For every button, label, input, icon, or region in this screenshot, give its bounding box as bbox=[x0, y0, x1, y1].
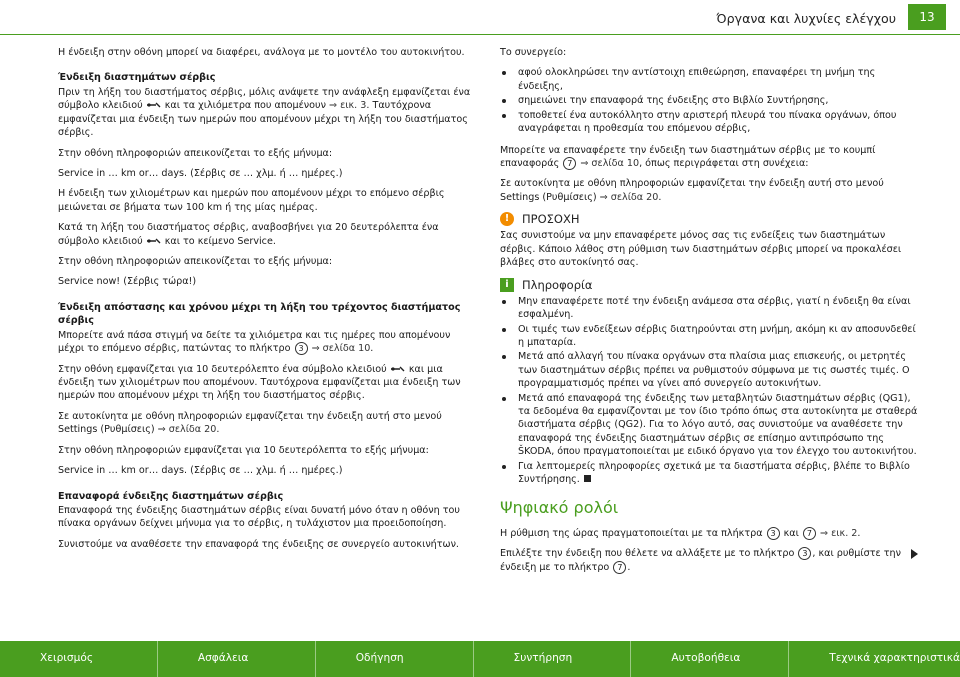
warning-heading bbox=[500, 211, 918, 227]
paragraph: Επαναφορά της ένδειξης διαστημάτων σέρβις είναι δυνατή μόνο όταν η οθόνη του πίνακα οργάνων δείχνει μήνυμα για το σέρβις, η τυλάχιστον μια προειδοποίηση. bbox=[58, 504, 460, 530]
footer-tab-operation[interactable]: Χειρισμός bbox=[40, 652, 94, 664]
page-link[interactable]: ⇒ σελίδα 20 bbox=[599, 191, 659, 203]
footer-tab-driving[interactable]: Οδήγηση bbox=[315, 641, 473, 677]
button-number-badge: 3 bbox=[295, 342, 308, 355]
warning-text: Σας συνιστούμε να μην επαναφέρετε μόνος σας τις ενδείξεις των διαστημάτων σέρβις. Κάποιο λάθος στη ρύθμιση των διαστημάτων σέρβις μπορεί να προκαλέσει βλάβες στο αυτοκίνητό σας. bbox=[500, 230, 902, 269]
footer-tab-self-help[interactable]: Αυτοβοήθεια bbox=[630, 641, 788, 677]
paragraph: Στην οθόνη εμφανίζεται για 10 δευτερόλεπτο ένα σύμβολο κλειδιού και μια ένδειξη των χιλιομέτρων που απομένουν. Ταυτόχρονα εμφανίζεται μια ένδειξη των ημερών που απομένουν μέχρι τη λήξη του διαστήματος σέρβις. bbox=[58, 363, 461, 402]
info-heading bbox=[500, 277, 918, 293]
paragraph: Η ένδειξη των χιλιομέτρων και ημερών που απομένουν μέχρι το επόμενο σέρβις μειώνεται σε βήματα των 100 km ή της μίας ημέρας. bbox=[58, 188, 445, 213]
list-item: αφού ολοκληρώσει την αντίστοιχη επιθεώρηση, επαναφέρει τη μνήμη της ένδειξης, bbox=[500, 66, 918, 93]
page-link[interactable]: ⇒ σελίδα 20 bbox=[157, 424, 217, 436]
page-link[interactable]: ⇒ σελίδα 10 bbox=[311, 343, 371, 355]
list-item: Μετά από αλλαγή του πίνακα οργάνων στα πλαίσια μιας επισκευής, οι μετρητές των διαστημάτων σέρβις πρέπει να ρυθμιστούν σύμφωνα με τις σωστές τιμές. Ο προγραμματισμός πρέπει να γίνει από συνεργείο αυτοκινήτων. bbox=[500, 350, 918, 390]
list-item: Για λεπτομερείς πληροφορίες σχετικά με τα διαστήματα σέρβις, βλέπε το Βιβλίο Συντήρησης. bbox=[500, 460, 918, 487]
button-number-badge: 3 bbox=[798, 547, 811, 560]
list-item: Μετά από επαναφορά της ένδειξης των μεταβλητών διαστημάτων σέρβις (QG1), τα δεδομένα θα εμφανίζονται με τον ίδιο τρόπο όπως στα αυτοκίνητα με σταθερά διαστήματα σέρβις (QG2). Για το λόγο αυτό, σας συνιστούμε να αναθέσετε την επαναφορά της ένδειξης διαστημάτων σέρβις σε επίσημο αντιπρόσωπο της ŠKODA, όπου πραγματοποιείται με ειδικό όργανο για τον έλεγχο του αυτοκινήτου. bbox=[500, 392, 918, 459]
page-number: 13 bbox=[908, 4, 946, 30]
end-of-section-mark bbox=[584, 475, 591, 482]
list-item: σημειώνει την επαναφορά της ένδειξης στο Βιβλίο Συντήρησης, bbox=[500, 94, 918, 107]
paragraph: Στην οθόνη πληροφοριών απεικονίζεται το εξής μήνυμα: bbox=[58, 147, 333, 159]
garage-steps-list bbox=[500, 66, 918, 135]
paragraph: Συνιστούμε να αναθέσετε την επαναφορά της ένδειξης σε συνεργείο αυτοκινήτων. bbox=[58, 538, 459, 550]
paragraph: Κατά τη λήξη του διαστήματος σέρβις, αναβοσβήνει για 20 δευτερόλεπτα ένα σύμβολο κλειδιού και το κείμενο Service. bbox=[58, 222, 439, 247]
warning-icon: ! bbox=[500, 212, 514, 226]
section-heading-reset: Επαναφορά ένδειξης διαστημάτων σέρβις bbox=[58, 490, 284, 502]
list-item: Μην επαναφέρετε ποτέ την ένδειξη ανάμεσα στα σέρβις, γιατί η ένδειξη θα είναι εσφαλμένη. bbox=[500, 295, 918, 322]
button-number-badge: 7 bbox=[613, 561, 626, 574]
continue-arrow-icon bbox=[911, 549, 918, 559]
paragraph: Μπορείτε ανά πάσα στιγμή να δείτε τα χιλιόμετρα και τις ημέρες που απομένουν μέχρι το επόμενο σέρβις, πατώντας το πλήκτρο 3 ⇒ σελίδα 10. bbox=[58, 329, 451, 355]
paragraph: Σε αυτοκίνητα με οθόνη πληροφοριών εμφανίζεται την ένδειξη αυτή στο μενού Settings (Ρυθμίσεις) ⇒ σελίδα 20. bbox=[58, 410, 442, 436]
display-message: Service now! (Σέρβις τώρα!) bbox=[58, 276, 197, 288]
section-title-digital-clock: Ψηφιακό ρολόι bbox=[500, 497, 619, 517]
section-heading-distance-time: Ένδειξη απόστασης και χρόνου μέχρι τη λήξη του τρέχοντος διαστήματος σέρβις bbox=[58, 301, 461, 327]
paragraph: Σε αυτοκίνητα με οθόνη πληροφοριών εμφανίζεται την ένδειξη αυτή στο μενού Settings (Ρυθμίσεις) ⇒ σελίδα 20. bbox=[500, 178, 884, 203]
chapter-title: Όργανα και λυχνίες ελέγχου bbox=[716, 11, 896, 26]
display-message: Service in … km or… days. (Σέρβις σε … χλμ. ή … ημέρες.) bbox=[58, 167, 343, 179]
figure-link[interactable]: ⇒ εικ. 2 bbox=[820, 527, 858, 539]
button-number-badge: 3 bbox=[767, 527, 780, 540]
info-title: Πληροφορία bbox=[522, 277, 593, 292]
paragraph: Το συνεργείο: bbox=[500, 47, 567, 58]
figure-link[interactable]: ⇒ εικ. 3 bbox=[329, 100, 367, 112]
paragraph: Επιλέξτε την ένδειξη που θέλετε να αλλάξετε με το πλήκτρο 3 , και ρυθμίστε την ένδειξη με το πλήκτρο 7 . bbox=[500, 547, 918, 574]
intro-text: Η ένδειξη στην οθόνη μπορεί να διαφέρει, ανάλογα με το μοντέλο του αυτοκινήτου. bbox=[58, 47, 465, 58]
right-column bbox=[500, 46, 918, 581]
info-list bbox=[500, 295, 918, 487]
left-column bbox=[58, 46, 476, 558]
key-icon bbox=[390, 366, 406, 372]
page-link[interactable]: ⇒ σελίδα 10 bbox=[580, 157, 640, 169]
paragraph: Στην οθόνη πληροφοριών απεικονίζεται το εξής μήνυμα: bbox=[58, 256, 333, 268]
info-icon: i bbox=[500, 278, 514, 292]
button-number-badge: 7 bbox=[563, 157, 576, 170]
footer-tab-technical-data[interactable]: Τεχνικά χαρακτηριστικά bbox=[788, 641, 960, 677]
footer-nav bbox=[0, 641, 960, 677]
paragraph: Μπορείτε να επαναφέρετε την ένδειξη των διαστημάτων σέρβις με το κουμπί επαναφοράς 7 ⇒ σελίδα 10, όπως περιγράφεται στη συνέχεια: bbox=[500, 144, 876, 169]
list-item: Οι τιμές των ενδείξεων σέρβις διατηρούνται στη μνήμη, ακόμη κι αν αποσυνδεθεί η μπαταρία. bbox=[500, 323, 918, 350]
key-icon bbox=[146, 238, 162, 244]
paragraph: Πριν τη λήξη του διαστήματος σέρβις, μόλις ανάψετε την ανάφλεξη εμφανίζεται ένα σύμβολο κλειδιού και τα χιλιόμετρα που απομένουν ⇒ εικ. 3. Ταυτόχρονα εμφανίζεται μια ένδειξη των ημερών που απομένουν μέχρι τη λήξη του διαστήματος σέρβις. bbox=[58, 86, 471, 139]
paragraph: Στην οθόνη πληροφοριών εμφανίζεται για 10 δευτερόλεπτα το εξής μήνυμα: bbox=[58, 444, 429, 456]
menu-name: Settings (Ρυθμίσεις) bbox=[500, 191, 597, 203]
footer-tab-safety[interactable]: Ασφάλεια bbox=[157, 641, 315, 677]
list-item: τοποθετεί ένα αυτοκόλλητο στην αριστερή πλευρά του πίνακα οργάνων, όπου αναγράφεται η προθεσμία του επόμενου σέρβις, bbox=[500, 109, 918, 136]
section-heading-service-interval: Ένδειξη διαστημάτων σέρβις bbox=[58, 72, 216, 84]
button-number-badge: 7 bbox=[803, 527, 816, 540]
footer-tab-maintenance[interactable]: Συντήρηση bbox=[473, 641, 631, 677]
page-header bbox=[0, 0, 960, 34]
paragraph: Η ρύθμιση της ώρας πραγματοποιείται με τα πλήκτρα 3 και 7 ⇒ εικ. 2. bbox=[500, 527, 861, 539]
warning-title: ΠΡΟΣΟΧΗ bbox=[522, 212, 580, 227]
menu-name: Settings (Ρυθμίσεις) bbox=[58, 424, 155, 436]
header-rule bbox=[0, 34, 960, 35]
display-message: Service in … km or… days. (Σέρβις σε … χλμ. ή … ημέρες.) bbox=[58, 465, 343, 477]
key-icon bbox=[146, 102, 162, 108]
